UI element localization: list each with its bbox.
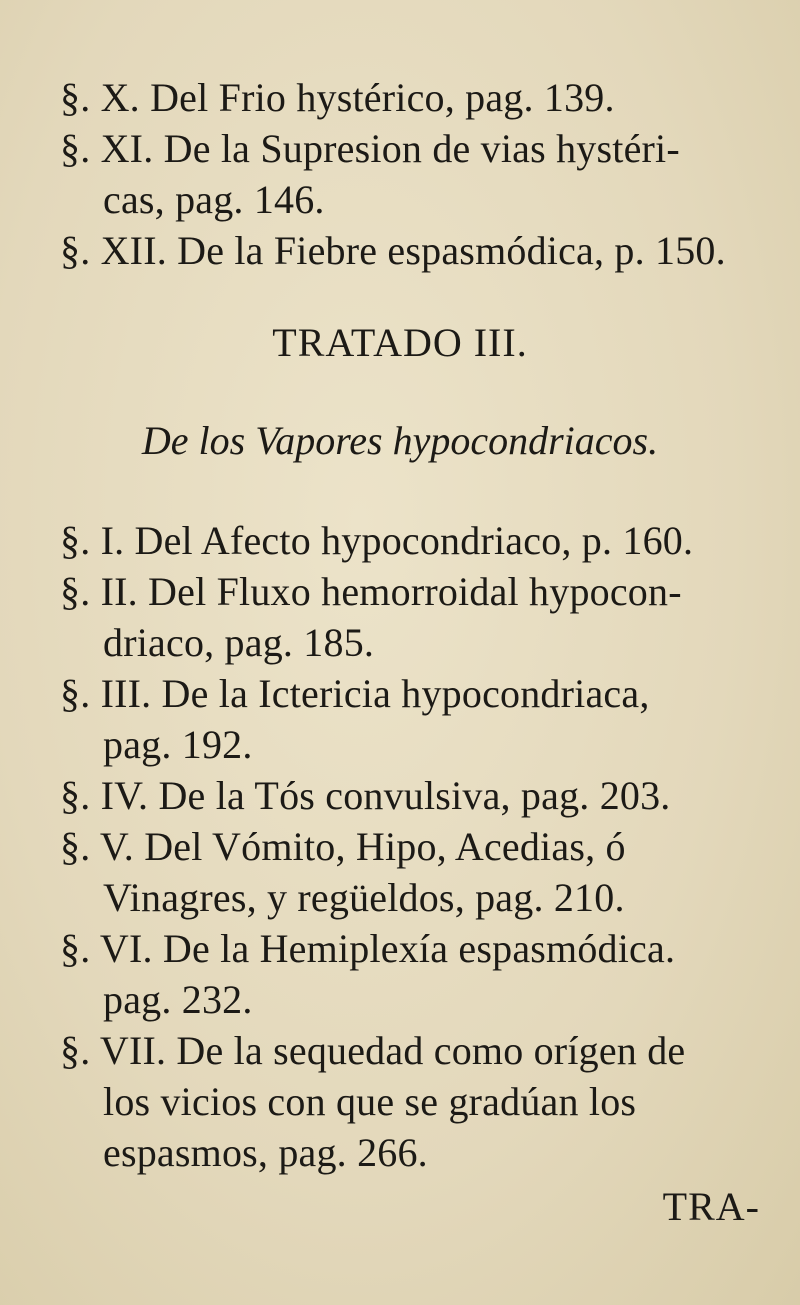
treatise-title: TRATADO III. bbox=[272, 320, 528, 365]
toc-entry-v bbox=[60, 821, 760, 923]
toc-entry-line: §. VI. De la Hemiplexía espasmódica. bbox=[60, 926, 676, 971]
toc-entry-xii bbox=[60, 225, 760, 276]
toc-entry-x bbox=[60, 72, 760, 123]
catchword: TRA- bbox=[662, 1184, 760, 1229]
toc-entry-ii bbox=[60, 566, 760, 668]
toc-entry-line: los vicios con que se gradúan los bbox=[103, 1079, 637, 1124]
toc-entry-line: §. V. Del Vómito, Hipo, Acedias, ó bbox=[60, 824, 626, 869]
toc-entry-line: espasmos, pag. 266. bbox=[103, 1130, 428, 1175]
toc-entry-line: §. II. Del Fluxo hemorroidal hypocon- bbox=[60, 569, 682, 614]
toc-entry-line: cas, pag. 146. bbox=[103, 177, 325, 222]
toc-entry-line: pag. 232. bbox=[103, 977, 253, 1022]
toc-entry-iii bbox=[60, 668, 760, 770]
toc-entry-line: §. I. Del Afecto hypocondriaco, p. 160. bbox=[60, 518, 694, 563]
toc-entry-iv bbox=[60, 770, 760, 821]
toc-entry-i bbox=[60, 515, 760, 566]
toc-entry-line: pag. 192. bbox=[103, 722, 253, 767]
toc-entry-line: §. III. De la Ictericia hypocondriaca, bbox=[60, 671, 650, 716]
toc-entry-line: driaco, pag. 185. bbox=[103, 620, 375, 665]
toc-entry-vi bbox=[60, 923, 760, 1025]
toc-entry-line: §. XI. De la Supresion de vias hystéri- bbox=[60, 126, 680, 171]
toc-entry-line: Vinagres, y regüeldos, pag. 210. bbox=[103, 875, 625, 920]
toc-entry-line: §. VII. De la sequedad como orígen de bbox=[60, 1028, 686, 1073]
toc-entry-vii bbox=[60, 1025, 760, 1178]
treatise-subtitle: De los Vapores hypocondriacos. bbox=[141, 418, 659, 463]
toc-entry-line: §. IV. De la Tós convulsiva, pag. 203. bbox=[60, 773, 671, 818]
toc-entry-line: §. XII. De la Fiebre espasmódica, p. 150. bbox=[60, 228, 726, 273]
toc-entry-xi bbox=[60, 123, 760, 225]
toc-entry-line: §. X. Del Frio hystérico, pag. 139. bbox=[60, 75, 615, 120]
